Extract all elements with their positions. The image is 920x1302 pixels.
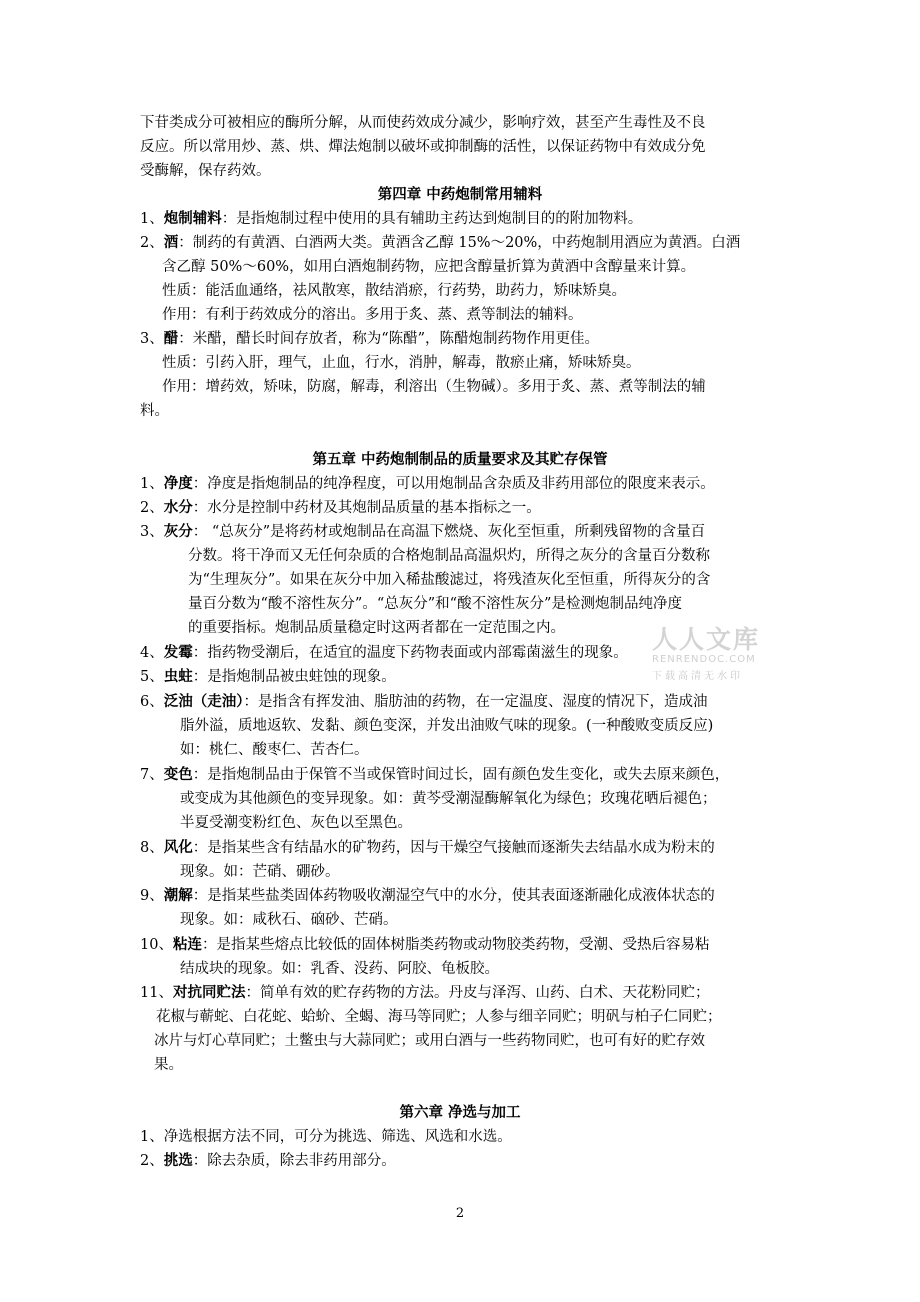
item-continuation: 花椒与蕲蛇、白花蛇、蛤蚧、全蝎、海马等同贮；人参与细辛同贮；明矾与柏子仁同贮； (156, 1009, 722, 1025)
item-text: ：是指含有挥发油、脂肪油的药物，在一定温度、湿度的情况下，造成油 (243, 694, 708, 710)
item-text: ：米醋，醋长时间存放者，称为“陈醋”，陈醋炮制药物作用更佳。 (178, 331, 600, 347)
item-number: 1、 (140, 476, 164, 492)
item-continuation: 现象。如：芒硝、硼砂。 (180, 864, 340, 880)
item-number: 11、 (140, 985, 173, 1001)
item-continuation: 含乙醇 50%～60%，如用白酒炮制药物，应把含醇量折算为黄酒中含醇量来计算。 (162, 259, 696, 275)
list-item (140, 643, 628, 663)
item-number: 7、 (140, 767, 164, 783)
item-number: 4、 (140, 645, 164, 661)
item-continuation: 半夏受潮变粉红色、灰色以至黑色。 (180, 815, 412, 831)
item-continuation: 果。 (154, 1057, 183, 1073)
list-item (140, 838, 715, 858)
item-term: 发霉 (163, 644, 193, 661)
item-text: ：除去杂质，除去非药用部分。 (192, 1153, 396, 1169)
item-term: 虫蛀 (163, 668, 193, 685)
item-term: 对抗同贮法 (172, 984, 246, 1001)
item-continuation: 的重要指标。炮制品质量稳定时这两者都在一定范围之内。 (188, 620, 565, 636)
item-term: 风化 (163, 839, 193, 856)
item-continuation: 或变成为其他颜色的变异现象。如：黄芩受潮湿酶解氧化为绿色；玫瑰花晒后褪色； (180, 791, 717, 807)
item-number: 6、 (140, 694, 164, 710)
item-continuation: 分数。将干净而又无任何杂质的合格炮制品高温炽灼，所得之灰分的含量百分数称 (188, 548, 710, 564)
item-continuation: 如：桃仁、酸枣仁、苦杏仁。 (180, 742, 369, 758)
item-text: ：制药的有黄酒、白酒两大类。黄酒含乙醇 15%～20%，中药炮制用酒应为黄酒。白酒 (178, 235, 741, 251)
item-number: 8、 (140, 840, 164, 856)
item-text: ：是指炮制过程中使用的具有辅助主药达到炮制目的的附加物料。 (221, 211, 643, 227)
watermark-url: RENRENDOC.COM (652, 654, 756, 665)
item-term: 变色 (163, 766, 193, 783)
intro-line: 下苷类成分可被相应的酶所分解，从而使药效成分减少，影响疗效，甚至产生毒性及不良 (140, 115, 706, 131)
item-number: 9、 (140, 888, 164, 904)
list-item (140, 935, 709, 955)
item-term: 酒 (163, 234, 179, 251)
item-continuation: 冰片与灯心草同贮；土鳖虫与大蒜同贮；或用白酒与一些药物同贮，也可有好的贮存效 (154, 1033, 705, 1049)
item-continuation: 性质：能活血通络，祛风散寒，散结消瘀，行药势，助药力，矫味矫臭。 (162, 283, 626, 299)
item-continuation: 性质：引药入肝，理气，止血，行水，消肿，解毒，散瘀止痛，矫味矫臭。 (162, 355, 641, 371)
chapter-5-heading: 第五章 中药炮制制品的质量要求及其贮存保管 (312, 452, 608, 468)
list-item (140, 1151, 396, 1171)
list-item (140, 474, 715, 494)
item-term: 粘连 (172, 936, 202, 953)
intro-line: 受酶解，保存药效。 (140, 163, 271, 179)
list-item (140, 209, 642, 229)
item-number: 2、 (140, 500, 164, 516)
item-number: 10、 (140, 937, 173, 953)
item-continuation: 为“生理灰分”。如果在灰分中加入稀盐酸滤过，将残渣灰化至恒重，所得灰分的含 (188, 572, 711, 588)
item-text: ：是指炮制品被虫蛀蚀的现象。 (192, 669, 396, 685)
item-text: ： “总灰分”是将药材或炮制品在高温下燃烧、灰化至恒重，所剩残留物的含量百 (192, 524, 706, 540)
list-item (140, 667, 396, 687)
item-term: 挑选 (163, 1152, 193, 1169)
item-term: 潮解 (163, 887, 193, 904)
list-item (140, 233, 740, 253)
item-text: ：净度是指炮制品的纯净程度，可以用炮制品含杂质及非药用部位的限度来表示。 (192, 476, 715, 492)
item-term: 净度 (163, 475, 193, 492)
list-item (140, 983, 709, 1003)
list-item (140, 765, 729, 785)
item-term: 醋 (163, 330, 179, 347)
item-text: ：是指某些盐类固体药物吸收潮湿空气中的水分，使其表面逐渐融化成液体状态的 (192, 888, 715, 904)
item-continuation: 现象。如：咸秋石、硇砂、芒硝。 (180, 912, 398, 928)
item-number: 5、 (140, 669, 164, 685)
watermark-title: 人人文库 (652, 625, 761, 654)
chapter-4-heading: 第四章 中药炮制常用辅料 (377, 187, 543, 203)
list-item (140, 886, 715, 906)
item-number: 3、 (140, 331, 164, 347)
item-term: 水分 (163, 499, 193, 516)
item-text: ：指药物受潮后，在适宜的温度下药物表面或内部霉菌滋生的现象。 (192, 645, 628, 661)
item-continuation: 料。 (140, 403, 169, 419)
list-item (140, 522, 705, 542)
item-continuation: 作用：增药效，矫味，防腐，解毒，利溶出（生物碱）。多用于炙、蒸、煮等制法的辅 (162, 379, 706, 395)
item-text: ：是指某些熔点比较低的固体树脂类药物或动物胶类药物，受潮、受热后容易粘 (201, 937, 710, 953)
item-number: 1、 (140, 211, 164, 227)
item-continuation: 作用：有利于药效成分的溶出。多用于炙、蒸、煮等制法的辅料。 (162, 307, 583, 323)
item-term: 炮制辅料 (163, 210, 222, 227)
list-item (140, 498, 541, 518)
item-term: 泛油（走油） (163, 693, 244, 710)
item-number: 2、 (140, 1153, 164, 1169)
list-item (140, 329, 599, 349)
item-continuation: 量百分数为“酸不溶性灰分”。“总灰分”和“酸不溶性灰分”是检测炮制品纯净度 (188, 596, 682, 612)
item-number: 2、 (140, 235, 164, 251)
list-item: 1、净选根据方法不同，可分为挑选、筛选、风选和水选。 (140, 1129, 512, 1145)
intro-line: 反应。所以常用炒、蒸、烘、燀法炮制以破坏或抑制酶的活性，以保证药物中有效成分免 (140, 139, 706, 155)
page-number: 2 (455, 1206, 465, 1221)
list-item (140, 692, 707, 712)
item-continuation: 脂外溢，质地返软、发黏、颜色变深，并发出油败气味的现象。(一种酸败变质反应) (180, 718, 714, 734)
item-text: ：简单有效的贮存药物的方法。丹皮与泽泻、山药、白术、天花粉同贮； (245, 985, 710, 1001)
item-continuation: 结成块的现象。如：乳香、没药、阿胶、龟板胶。 (180, 961, 499, 977)
watermark (652, 620, 782, 682)
item-text: ：是指某些含有结晶水的矿物药，因与干燥空气接触而逐渐失去结晶水成为粉末的 (192, 840, 715, 856)
item-number: 3、 (140, 524, 164, 540)
item-text: ：水分是控制中药材及其炮制品质量的基本指标之一。 (192, 500, 541, 516)
chapter-6-heading: 第六章 净选与加工 (399, 1105, 521, 1121)
item-text: ：是指炮制品由于保管不当或保管时间过长，固有颜色发生变化，或失去原来颜色， (192, 767, 730, 783)
watermark-tagline: 下载高清无水印 (652, 671, 743, 682)
item-term: 灰分 (163, 523, 193, 540)
